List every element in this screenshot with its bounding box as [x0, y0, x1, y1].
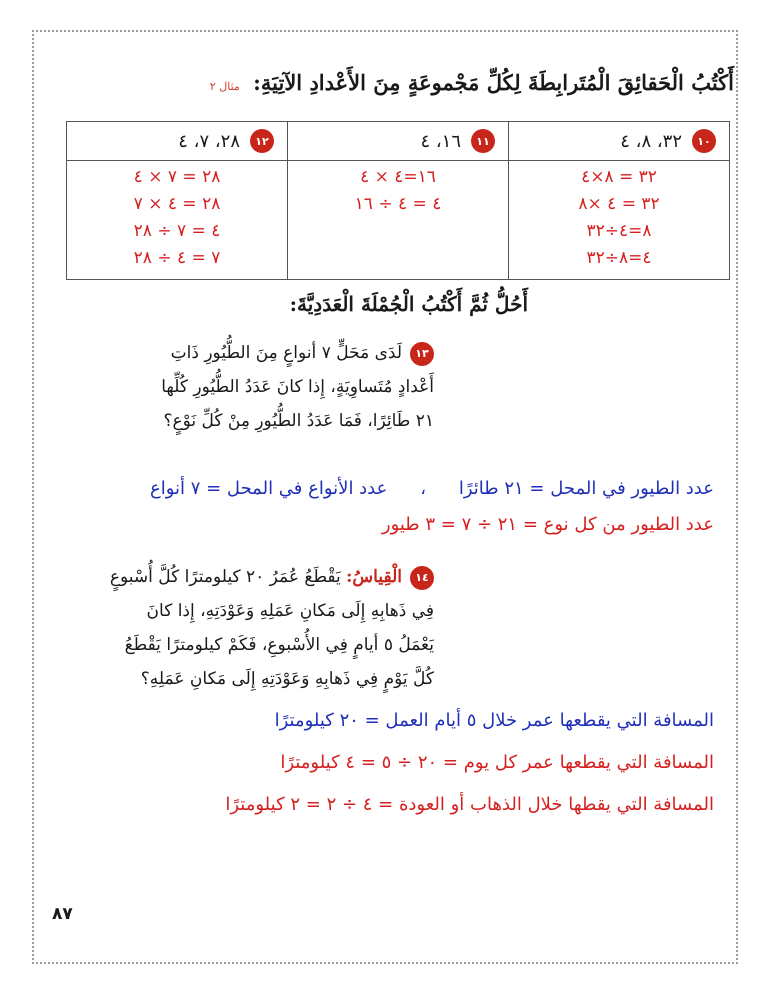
birds-total-statement: عدد الطيور في المحل = ٢١ طائرًا: [458, 478, 714, 499]
bird-types-statement: عدد الأنواع في المحل = ٧ أنواع: [149, 478, 388, 499]
problem-number-12-badge: ١٢: [250, 129, 274, 153]
problem-13-line: ٢١ طَائِرًا، فَمَا عَدَدُ الطُّيُورِ مِنْ كُلِّ نَوْعٍ؟: [163, 411, 434, 431]
problem-14-solution-line-1: المسافة التي يقطعها عمر خلال ٥ أيام العمل = ٢٠ كيلومترًا: [274, 710, 714, 731]
section-1-title: [34, 70, 734, 95]
problem-13-line: لَدَى مَحَلٍّ ٧ أنواعٍ مِنَ الطُّيُورِ ذَاتِ: [170, 343, 402, 363]
answer-line: ٤ = ٧ ÷ ٢٨: [133, 221, 221, 241]
problem-13: [44, 336, 434, 438]
answer-line: ٤=٨÷٣٢: [586, 248, 652, 268]
problem-14-solution-line-2: المسافة التي يقطعها عمر كل يوم = ٢٠ ÷ ٥ = ٤ كيلومترًا: [280, 752, 714, 773]
example-note: مثال ٢: [209, 80, 240, 93]
answer-line: ٧ = ٤ ÷ ٢٨: [133, 248, 221, 268]
answer-line: ٣٢ = ٨×٤: [581, 167, 657, 187]
problem-14-line: يَعْمَلُ ٥ أيامٍ فِي الأُسْبوعِ، فَكَمْ كيلومترًا يَقْطَعُ: [124, 635, 434, 655]
problem-13-solution-line-1: [150, 478, 714, 499]
section-2-title: أَحُلُّ ثُمَّ أَكْتُبُ الْجُمْلَةَ الْعَدَدِيَّةَ:: [289, 292, 528, 316]
column-12-numbers: ٢٨، ٧، ٤: [178, 130, 240, 152]
problem-number-14-badge: ١٤: [410, 566, 434, 590]
answer-line: ٨=٤÷٣٢: [586, 221, 652, 241]
column-10-answers: [509, 161, 730, 280]
problem-13-line: أَعْدادٍ مُتَساوِيَةٍ، إِذا كانَ عَدَدُ الطُّيُورِ كُلِّها: [161, 377, 434, 397]
separator-comma: ،: [420, 478, 427, 499]
measurement-label: الْقِياسُ:: [346, 567, 402, 587]
column-11-answers: [288, 161, 509, 280]
column-12-answers: [67, 161, 288, 280]
related-facts-table: [66, 121, 730, 280]
column-12-header-cell: [67, 122, 288, 161]
answer-line: ٢٨ = ٤ × ٧: [133, 194, 221, 214]
column-10-header-cell: [509, 122, 730, 161]
column-11-header-cell: [288, 122, 509, 161]
problem-14-solution-line-3: المسافة التي يقطها خلال الذهاب أو العودة = ٤ ÷ ٢ = ٢ كيلومترًا: [225, 794, 714, 815]
answer-line: ٢٨ = ٧ × ٤: [133, 167, 221, 187]
answer-line: ١٦=٤ × ٤: [360, 167, 436, 187]
column-10-numbers: ٣٢، ٨، ٤: [620, 130, 682, 152]
problem-14: [44, 560, 434, 696]
answer-line: ٤ = ٤ ÷ ١٦: [354, 194, 442, 214]
problem-number-11-badge: ١١: [471, 129, 495, 153]
problem-13-solution-line-2: عدد الطيور من كل نوع = ٢١ ÷ ٧ = ٣ طيور: [381, 514, 714, 535]
problem-14-line: يَقْطَعُ عُمَرُ ٢٠ كيلومترًا كُلَّ أُسْبوعٍ: [109, 567, 341, 587]
problem-14-line: كُلَّ يَوْمٍ فِي ذَهابِهِ وَعَوْدَتِهِ إِلَى مَكانِ عَمَلِهِ؟: [140, 669, 434, 689]
problem-number-10-badge: ١٠: [692, 129, 716, 153]
answer-line: ٣٢ = ٤ ×٨: [578, 194, 660, 214]
page-number: ٨٧: [52, 904, 73, 924]
section-1-title-text: أَكْتُبُ الْحَقائِقَ الْمُتَرابِطَةَ لِكُلِّ مَجْموعَةٍ مِنَ الأَعْدادِ الآتِيَةِ:: [253, 70, 734, 95]
problem-14-line: فِي ذَهابِهِ إِلَى مَكانِ عَمَلِهِ وَعَوْدَتِهِ، إِذا كانَ: [146, 601, 434, 621]
problem-number-13-badge: ١٣: [410, 342, 434, 366]
column-11-numbers: ١٦، ٤: [420, 130, 461, 152]
